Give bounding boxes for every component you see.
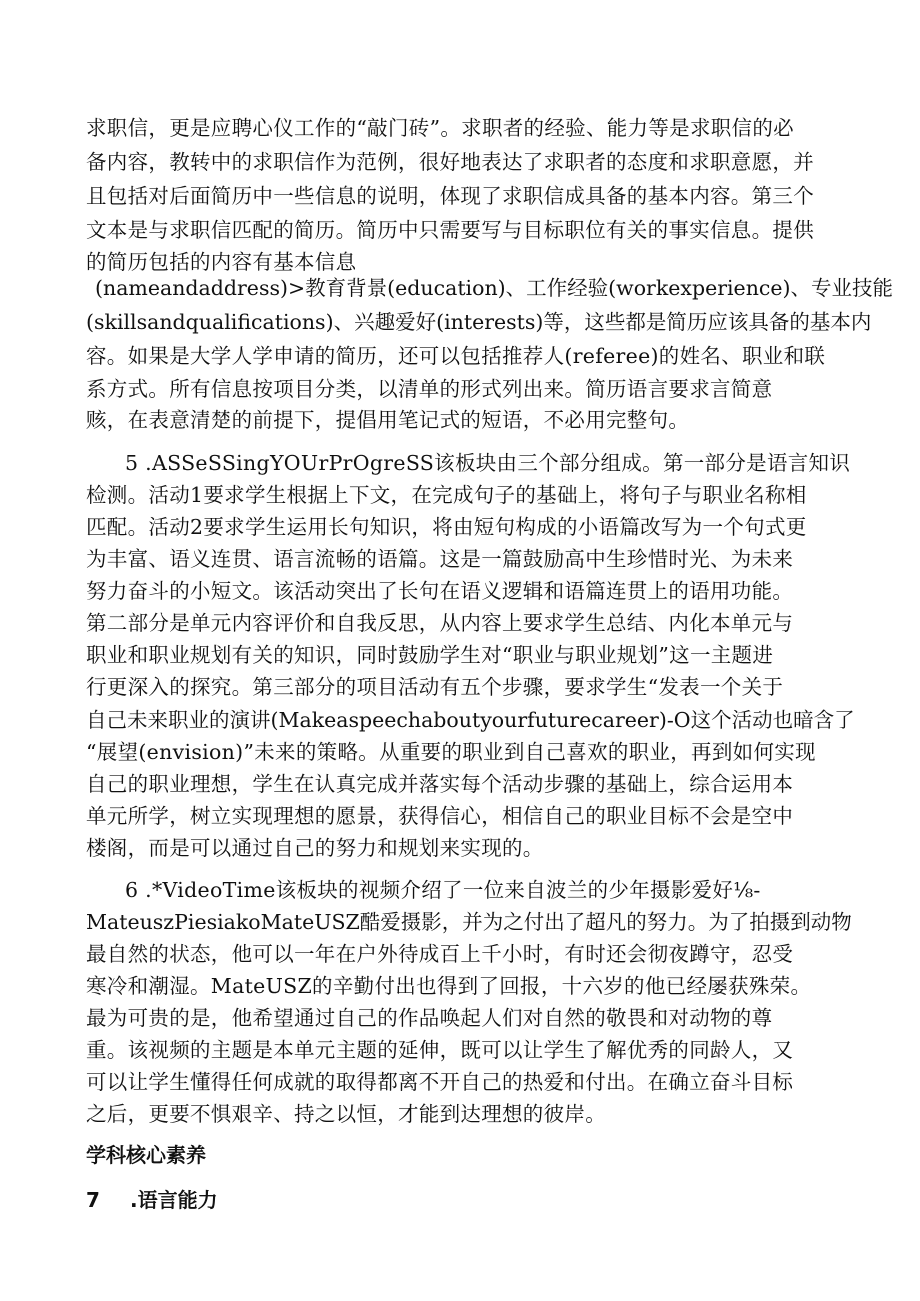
text-line: 容。如果是大学人学申请的简历，还可以包括推荐人(referee)的姓名、职业和联: [86, 344, 826, 368]
heading-number: 7: [86, 1188, 100, 1212]
text-line: 行更深入的探究。第三部分的项目活动有五个步骤，要求学生“发表一个关于: [86, 675, 784, 699]
section-6-first-line: 6 .*VideoTime该板块的视频介绍了一位来自波兰的少年摄影爱好⅛-: [125, 878, 761, 902]
text-line: 职业和职业规划有关的知识，同时鼓励学生对“职业与职业规划”这一主题进: [86, 643, 774, 667]
text-line: 单元所学，树立实现理想的愿景，获得信心，相信自己的职业目标不会是空中: [86, 804, 794, 828]
text-line: 最自然的状态，他可以一年在户外待成百上千小时，有时还会彻夜蹲守，忍受: [86, 942, 794, 966]
section-5-first-line: 5 .ASSeSSingYOUrPrOgreSS该板块由三个部分组成。第一部分是语言知识: [125, 451, 851, 475]
text-line: 文本是与求职信匹配的简历。简历中只需要写与目标职位有关的事实信息。提供: [86, 218, 814, 242]
text-line: 最为可贵的是，他希望通过自己的作品唤起人们对自然的敬畏和对动物的尊: [86, 1006, 773, 1030]
text-line: 第二部分是单元内容评价和自我反思，从内容上要求学生总结、内化本单元与: [86, 611, 794, 635]
text-line: “展望(envision)”未来的策略。从重要的职业到自己喜欢的职业，再到如何实现: [86, 740, 816, 764]
text-line: 为丰富、语义连贯、语言流畅的语篇。这是一篇鼓励高中生珍惜时光、为未来: [86, 547, 794, 571]
text-line: 楼阁，而是可以通过自己的努力和规划来实现的。: [86, 836, 544, 860]
text-line: MateuszPiesiakoMateUSZ酷爱摄影，并为之付出了超凡的努力。为了拍摄到动物: [86, 910, 852, 934]
heading-core-competencies: 学科核心素养: [86, 1143, 206, 1167]
text-line: 可以让学生懂得任何成就的取得都离不开自己的热爱和付出。在确立奋斗目标: [86, 1070, 794, 1094]
text-line: (skillsandqualifications)、兴趣爱好(interests)等，这些都是简历应该具备的基本内: [86, 310, 872, 334]
text-line: 赅，在表意清楚的前提下，提倡用笔记式的短语，不必用完整句。: [86, 408, 690, 432]
text-line: 备内容，教转中的求职信作为范例，很好地表达了求职者的态度和求职意愿，并: [86, 150, 814, 174]
text-line: 求职信，更是应聘心仪工作的“敲门砖”。求职者的经验、能力等是求职信的必: [86, 116, 794, 140]
heading-text: .语言能力: [130, 1188, 218, 1212]
text-line: 寒冷和潮湿。MateUSZ的辛勤付出也得到了回报，十六岁的他已经屡获殊荣。: [86, 974, 812, 998]
text-line: 努力奋斗的小短文。该活动突出了长句在语义逻辑和语篇连贯上的语用功能。: [86, 579, 794, 603]
text-line: 检测。活动1要求学生根据上下文，在完成句子的基础上，将句子与职业名称相: [86, 483, 807, 507]
text-line: (nameandaddress)>教育背景(education)、工作经验(workexperience)、专业技能: [95, 276, 894, 300]
text-line: 且包括对后面简历中一些信息的说明，体现了求职信成具备的基本内容。第三个: [86, 184, 814, 208]
text-line: 自己的职业理想，学生在认真完成并落实每个活动步骤的基础上，综合运用本: [86, 772, 794, 796]
text-line: 之后，更要不惧艰辛、持之以恒，才能到达理想的彼岸。: [86, 1102, 606, 1126]
text-line: 重。该视频的主题是本单元主题的延伸，既可以让学生了解优秀的同龄人，又: [86, 1038, 794, 1062]
heading-language-ability: [86, 1185, 218, 1215]
text-line: 自己未来职业的演讲(Makeaspeechaboutyourfuturecareer)-O这个活动也暗含了: [86, 708, 855, 732]
text-line: 系方式。所有信息按项目分类，以清单的形式列出来。简历语言要求言简意: [86, 377, 773, 401]
text-line: 的简历包括的内容有基本信息: [86, 250, 357, 274]
text-line: 匹配。活动2要求学生运用长句知识，将由短句构成的小语篇改写为一个句式更: [86, 515, 807, 539]
